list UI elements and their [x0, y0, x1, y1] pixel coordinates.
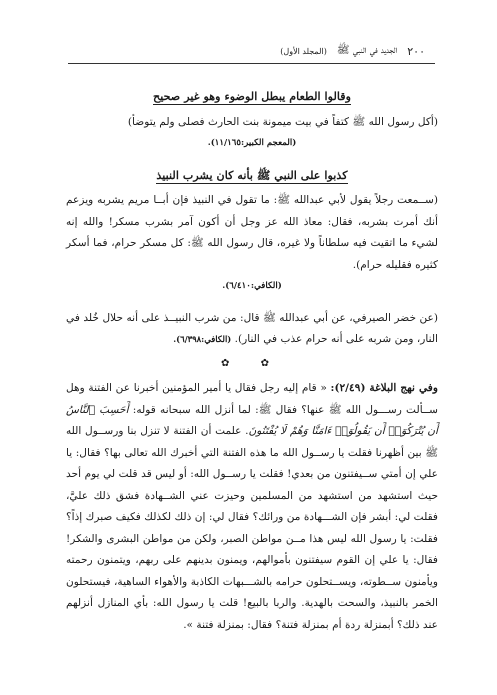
section-heading-2 — [66, 165, 438, 187]
section-heading-1-text: وقالوا الطعام يبطل الوضوء وهو غير صحيح — [152, 89, 352, 103]
source-citation-3: (الكافي:٦/٣٩٨). — [173, 334, 232, 344]
paragraph-2: (ســمعت رجلاً يقول لأبي عبدالله ﷺ: ما تقول في النبيذ فإن أبــا مريم يشربه ويزعم أنك أمرت بشربه، فقال: معاذ الله عز وجل أن أكون آمر بشرب مسكر! والله إنه لشيء ما اتقيت فيه سلطاناً ولا غيره، قال رسول الله ﷺ: كل مسكر حرام، فما أسكر كثيره فقليله حرام). — [66, 194, 438, 271]
page-number: ٢٠٠ — [407, 44, 425, 58]
volume-label: (المجلد الأول) — [280, 46, 327, 56]
paragraph-1: (أكل رسول الله ﷺ كتفاً في بيت ميمونة بنت الحارث فصلى ولم يتوضأ) — [127, 115, 438, 128]
paragraph-3 — [66, 308, 438, 351]
source-citation-2: (الكافي:٦/٤١٠). — [222, 281, 282, 291]
section-heading-2-text: كذبوا على النبي ﷺ بأنه كان يشرب النبيذ — [156, 167, 348, 182]
page-body — [66, 86, 438, 636]
section-heading-1 — [66, 86, 438, 108]
paragraph-3-text: (عن خضر الصيرفي، عن أبي عبدالله ﷺ قال: من شرب النبيــذ على أنه حلال خُلد في النار، ومن شربه على أنه حرام عذب في النار). — [66, 311, 438, 345]
running-header — [65, 42, 425, 60]
paragraph-4-text-a: « قام إليه رجل فقال يا أمير المؤمنين أخبرنا عن الفتنة وهل ســألت رســـول الله ﷺ عنها؟ فقال ﷺ: لما أنزل الله سبحانه قوله: — [66, 382, 439, 416]
header-rule — [68, 63, 435, 64]
source-citation-1: (المعجم الكبير:١١/١٦٥). — [207, 138, 297, 148]
quran-verse: أَحَسِبَ ٱلنَّاسُ أَن يُتْرَكُوٓا۟ أَن يَقُولُوٓا۟ ءَامَنَّا وَهُمْ لَا يُفْتَنُونَ — [66, 403, 438, 437]
section-ornament: ✿ ✿ — [221, 357, 283, 369]
paragraph-4-text-b: . علمت أن الفتنة لا تنزل بنا ورســول الله ﷺ بين أظهرنا فقلت يا رســول الله ما هذه الفتنة التي أخبرك الله تعالى بها؟ فقال: يا علي إن أمتي ســيفتنون من بعدي! فقلت يا رســول الله: أو ليس قد قلت لي يوم أحد حيث استشهد من استشهد من المسلمين وحيزت عني الشــهادة فشق ذلك عليَّ، فقلت لي: أبشر فإن الشـــهادة من ورائك؟ فقال لي: إن ذلك لكذلك فكيف صبرك إذاً؟ فقلت: يا رسول الله ليس هذا مــن مواطن الصبر، ولكن من مواطن البشرى والشكر! فقال: يا علي إن القوم سيفتنون بأموالهم، ويمنون بدينهم على ربهم، ويتمنون رحمته ويأمنون ســطوته، ويســتحلون حرامه بالشـــبهات الكاذبة والأهواء الساهية، فيستحلون الخمر بالنبيذ، والسحت بالهدية. والربا بالبيع! قلت يا رسول الله: بأي المنازل أنزلهم عند ذلك؟ أبمنزلة ردة أم بمنزلة فتنة؟ فقال: بمنزلة فتنة ». — [66, 425, 439, 631]
book-title: الجديد في النبي ﷺ — [336, 43, 398, 56]
paragraph-4 — [66, 378, 438, 636]
nahj-reference: وفي نهج البلاغة (٢/٤٩): — [330, 382, 438, 394]
